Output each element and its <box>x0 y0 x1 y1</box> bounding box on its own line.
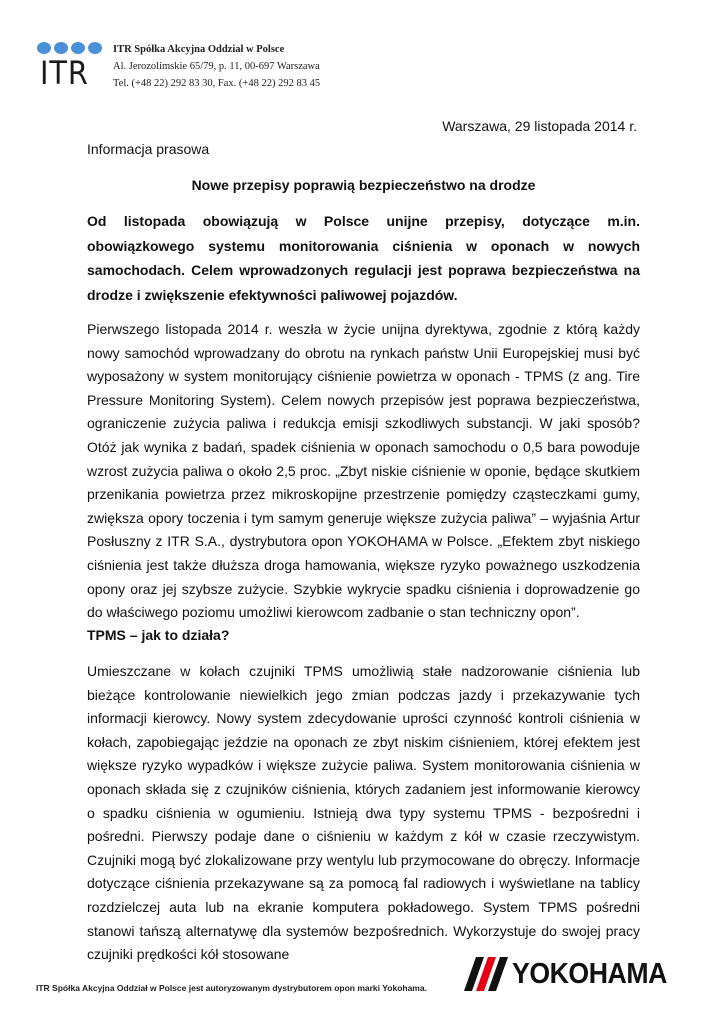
company-name: ITR Spółka Akcyjna Oddział w Polsce <box>113 44 285 55</box>
headline: Nowe przepisy poprawią bezpieczeństwo na drodze <box>191 177 536 193</box>
subheading: TPMS – jak to działa? <box>87 627 230 643</box>
body-paragraph-1: Pierwszego listopada 2014 r. weszła w życie unijna dyrektywa, zgodnie z którą każdy nowy samochód wprowadzany do obrotu na rynkach państw Unii Europejskiej musi być wyposażony w system monitorujący ciśnienie powietrza w oponach - TPMS (z ang. Tire Pressure Monitoring System). Celem nowych przepisów jest poprawa bezpieczeństwa, ograniczenie zużycia paliwa i redukcja emisji szkodliwych substancji. W jaki sposób? Otóż jak wynika z badań, spadek ciśnienia w oponach samochodu o 0,5 bara powoduje wzrost zużycia paliwa o około 2,5 proc. „Zbyt niskie ciśnienie w oponie, będące skutkiem przenikania powietrza przez mikroskopijne przestrzenie pomiędzy cząsteczkami gumy, zwiększa opory toczenia i tym samym generuje większe zużycia paliwa” – wyjaśnia Artur Posłuszny z ITR S.A., dystrybutora opon YOKOHAMA w Polsce. „Efektem zbyt niskiego ciśnienia jest także dłuższa droga hamowania, większe ryzyko poważnego uszkodzenia opony oraz jej szybsze zużycie. Szybkie wykrycie spadku ciśnienia i doprowadzenie go do właściwego poziomu umożliwi kierowcom zadbanie o stan techniczny opon”. <box>87 321 640 621</box>
company-info <box>113 41 320 92</box>
itr-logo: ITR <box>40 54 89 92</box>
lead-paragraph: Od listopada obowiązują w Polsce unijne przepisy, dotyczące m.in. obowiązkowego systemu monitorowania ciśnienia w oponach w nowych samochodach. Celem wprowadzonych regulacji jest poprawa bezpieczeństwa na drodze i zwiększenie efektywności paliwowej pojazdów. <box>87 213 640 303</box>
company-address: Al. Jerozolimskie 65/79, p. 11, 00-697 Warszawa <box>113 61 320 72</box>
document-date: Warszawa, 29 listopada 2014 r. <box>442 118 637 134</box>
section-label: Informacja prasowa <box>87 141 210 157</box>
letterhead <box>36 38 436 98</box>
yokohama-wordmark: YOKOHAMA <box>512 958 667 990</box>
company-phone: Tel. (+48 22) 292 83 30, Fax. (+48 22) 292 83 45 <box>113 78 321 89</box>
yokohama-stripes-icon <box>462 955 512 993</box>
footer-note: ITR Spółka Akcyjna Oddział w Polsce jest autoryzowanym dystrybutorem opon marki Yokohama. <box>36 983 427 993</box>
body-paragraph-2: Umieszczane w kołach czujniki TPMS umożliwią stałe nadzorowanie ciśnienia lub bieżące kontrolowanie niewielkich jego zmian podczas jazdy i przekazywanie tych informacji kierowcy. Nowy system zdecydowanie uprości czynność kontroli ciśnienia w kołach, zapobiegając jeździe na oponach ze zbyt niskim ciśnieniem, której efektem jest większe ryzyko wypadków i większe zużycie paliwa. System monitorowania ciśnienia w oponach składa się z czujników ciśnienia, których zadaniem jest informowanie kierowcy o spadku ciśnienia w ogumieniu. Istnieją dwa typy systemu TPMS - bezpośredni i pośredni. Pierwszy podaje dane o ciśnieniu w każdym z kół w czasie rzeczywistym. Czujniki mogą być zlokalizowane przy wentylu lub przymocowane do obręczy. Informacje dotyczące ciśnienia przekazywane są za pomocą fal radiowych i wyświetlane na tablicy rozdzielczej auta lub na ekranie komputera pokładowego. System TPMS pośredni stanowi tańszą alternatywę dla systemów bezpośrednich. Wykorzystuje do swojej pracy czujniki prędkości kół stosowane <box>87 663 640 963</box>
yokohama-logo <box>462 955 674 993</box>
itr-logo-dots <box>36 41 106 55</box>
